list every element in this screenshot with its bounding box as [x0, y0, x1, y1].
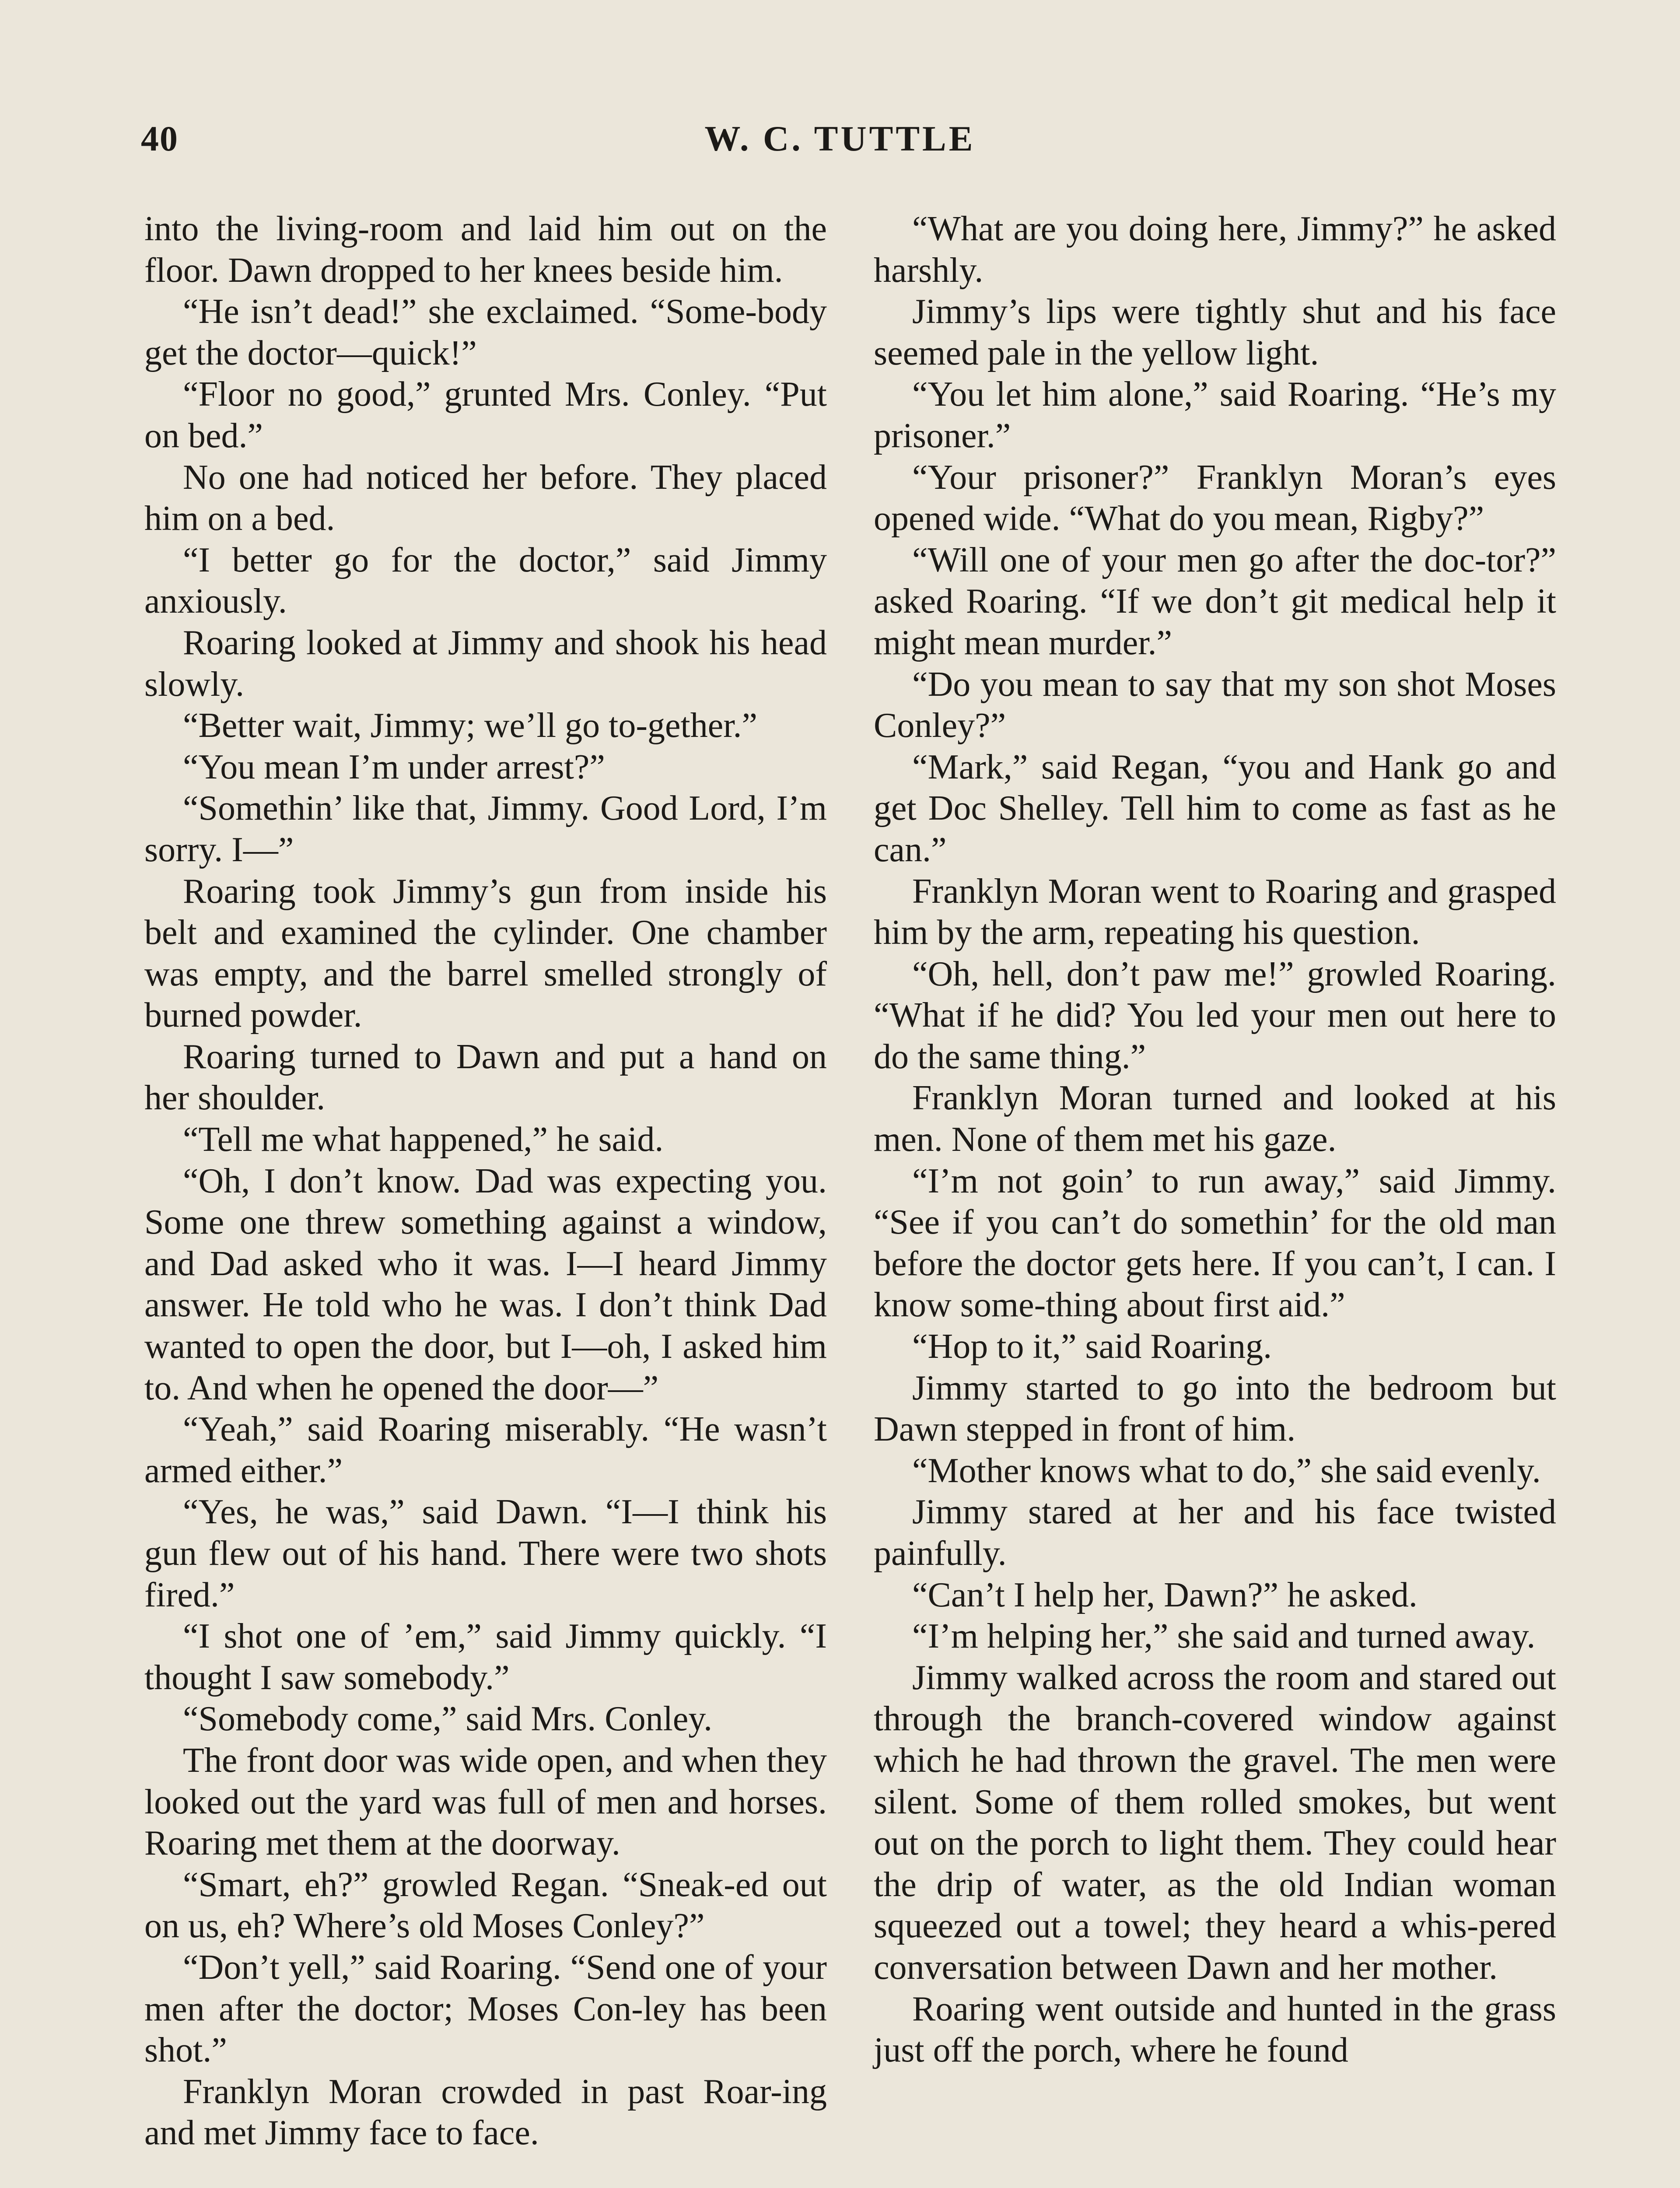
paragraph: “Can’t I help her, Dawn?” he asked. — [912, 1575, 1418, 1614]
paragraph: Roaring looked at Jimmy and shook his head slowly. — [144, 623, 827, 704]
paragraph: Roaring took Jimmy’s gun from inside his belt and examined the cylinder. One chamber was empty, and the barrel smelled strongly of burned powder. — [144, 872, 827, 1035]
paragraph: Franklyn Moran turned and looked at his men. None of them met his gaze. — [874, 1079, 1556, 1159]
paragraph: “Yes, he was,” said Dawn. “I—I think his gun flew out of his hand. There were two shots fired.” — [144, 1493, 827, 1614]
paragraph: “Floor no good,” grunted Mrs. Conley. “Put on bed.” — [144, 375, 827, 455]
paragraph: “You mean I’m under arrest?” — [183, 747, 605, 786]
paragraph: “Will one of your men go after the doc-tor?” asked Roaring. “If we don’t git medical help it might mean murder.” — [874, 540, 1556, 662]
paragraph: “You let him alone,” said Roaring. “He’s my prisoner.” — [874, 375, 1556, 455]
paragraph: “Smart, eh?” growled Regan. “Sneak-ed out on us, eh? Where’s old Moses Conley?” — [144, 1865, 827, 1946]
paragraph: “Somethin’ like that, Jimmy. Good Lord, I’m sorry. I—” — [144, 789, 827, 869]
paragraph: “I’m helping her,” she said and turned away. — [912, 1617, 1536, 1656]
paragraph: “He isn’t dead!” she exclaimed. “Some-body get the doctor—quick!” — [144, 292, 827, 372]
paragraph: “Don’t yell,” said Roaring. “Send one of your men after the doctor; Moses Con-ley has been shot.” — [144, 1948, 827, 2070]
paragraph: “Oh, hell, don’t paw me!” growled Roaring. “What if he did? You led your men out here to do the same thing.” — [874, 954, 1556, 1076]
page-number: 40 — [141, 119, 178, 158]
paragraph: “Oh, I don’t know. Dad was expecting you. Some one threw something against a window, and Dad asked who it was. I—I heard Jimmy answer. He told who he was. I don’t think Dad wanted to open the door, but I—oh, I asked him to. And when he opened the door—” — [144, 1161, 827, 1407]
running-head: W. C. TUTTLE — [704, 119, 976, 158]
paragraph: “I’m not goin’ to run away,” said Jimmy. “See if you can’t do somethin’ for the old man before the doctor gets here. If you can’t, I can. I know some-thing about first aid.” — [874, 1161, 1556, 1325]
paragraph: No one had noticed her before. They placed him on a bed. — [144, 458, 827, 538]
paragraph: “Tell me what happened,” he said. — [183, 1120, 664, 1159]
paragraph: Jimmy stared at her and his face twisted painfully. — [874, 1493, 1556, 1573]
paragraph: “Your prisoner?” Franklyn Moran’s eyes opened wide. “What do you mean, Rigby?” — [874, 458, 1556, 538]
paragraph: Roaring turned to Dawn and put a hand on her shoulder. — [144, 1037, 827, 1118]
paragraph: Roaring went outside and hunted in the grass just off the porch, where he found — [874, 1989, 1556, 2070]
paragraph: Jimmy walked across the room and stared out through the branch-covered window against which he had thrown the gravel. The men were silent. Some of them rolled smokes, but went out on the porch to light them. They could hear the drip of water, as the old Indian woman squeezed out a towel; they heard a whis-pered conversation between Dawn and her mother. — [874, 1658, 1556, 1987]
paragraph: “Mother knows what to do,” she said evenly. — [912, 1451, 1541, 1490]
paragraph: “Better wait, Jimmy; we’ll go to-gether.” — [183, 706, 757, 745]
paragraph: “I better go for the doctor,” said Jimmy anxiously. — [144, 540, 827, 621]
paragraph: “Somebody come,” said Mrs. Conley. — [183, 1700, 713, 1739]
paragraph: Jimmy’s lips were tightly shut and his face seemed pale in the yellow light. — [874, 292, 1556, 372]
paragraph: Franklyn Moran crowded in past Roar-ing and met Jimmy face to face. — [144, 2072, 827, 2153]
paragraph: Jimmy started to go into the bedroom but Dawn stepped in front of him. — [874, 1368, 1556, 1449]
paragraph: “What are you doing here, Jimmy?” he asked harshly. — [874, 210, 1556, 290]
paragraph: into the living-room and laid him out on the floor. Dawn dropped to her knees beside him. — [144, 210, 827, 290]
paragraph: “Do you mean to say that my son shot Moses Conley?” — [874, 665, 1556, 745]
paragraph: “I shot one of ’em,” said Jimmy quickly. “I thought I saw somebody.” — [144, 1617, 827, 1697]
left-column — [144, 208, 827, 2154]
paragraph: Franklyn Moran went to Roaring and grasped him by the arm, repeating his question. — [874, 872, 1556, 952]
paragraph: “Yeah,” said Roaring miserably. “He wasn’t armed either.” — [144, 1410, 827, 1490]
paragraph: The front door was wide open, and when they looked out the yard was full of men and horses. Roaring met them at the doorway. — [144, 1741, 827, 1863]
paragraph: “Hop to it,” said Roaring. — [912, 1327, 1272, 1366]
right-column — [874, 208, 1556, 2071]
paragraph: “Mark,” said Regan, “you and Hank go and get Doc Shelley. Tell him to come as fast as he can.” — [874, 747, 1556, 869]
